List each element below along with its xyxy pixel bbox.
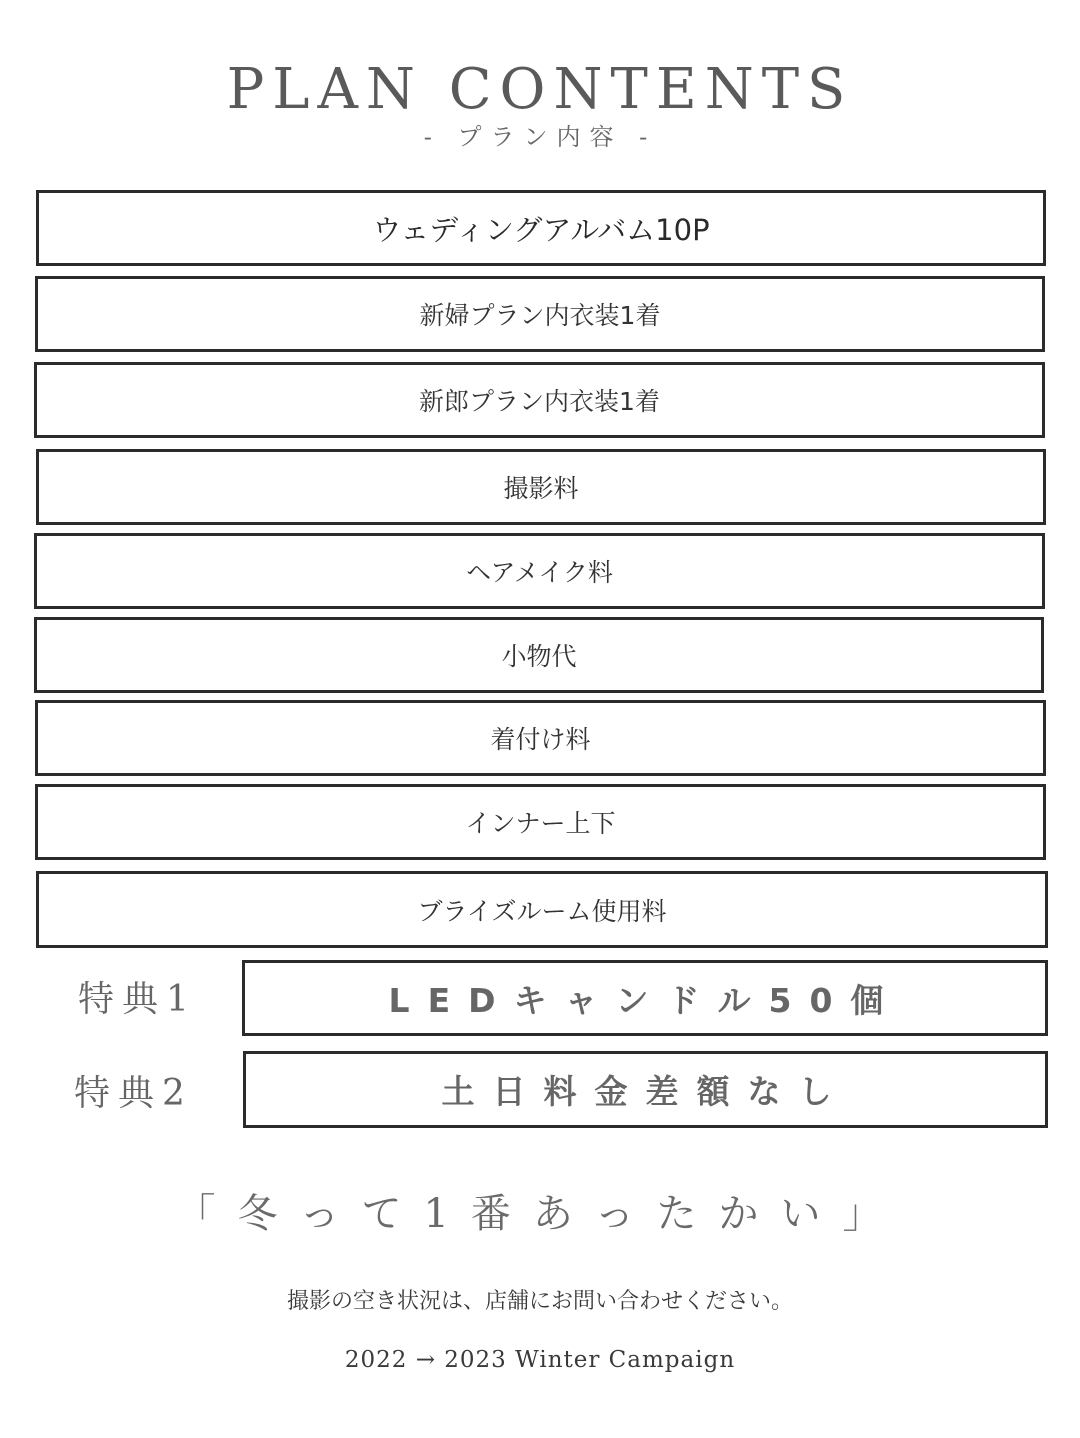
bonus-box-1: LEDキャンドル50個 [242,960,1048,1036]
plan-item-accessories: 小物代 [34,617,1044,693]
plan-item-bridal-room: ブライズルーム使用料 [36,871,1048,948]
plan-item-bride-costume: 新婦プラン内衣装1着 [35,276,1045,352]
catchphrase: 「冬って1番あったかい」 [175,1191,905,1237]
bonus-label-2: 特典2 [74,1073,193,1114]
plan-item-photo-fee: 撮影料 [36,449,1046,525]
plan-item-hair-makeup: ヘアメイク料 [34,533,1045,609]
page-subtitle: - プラン内容 - [423,123,657,151]
campaign-label: 2022 → 2023 Winter Campaign [344,1347,736,1373]
bonus-label-1: 特典1 [78,979,197,1020]
plan-item-innerwear: インナー上下 [35,784,1046,860]
availability-note: 撮影の空き状況は、店舗にお問い合わせください。 [286,1289,793,1314]
plan-item-album: ウェディングアルバム10P [36,190,1046,266]
plan-item-groom-costume: 新郎プラン内衣装1着 [34,362,1045,438]
plan-item-dressing-fee: 着付け料 [35,700,1046,776]
bonus-box-2: 土日料金差額なし [243,1051,1048,1128]
page-title: PLAN CONTENTS [226,57,854,122]
